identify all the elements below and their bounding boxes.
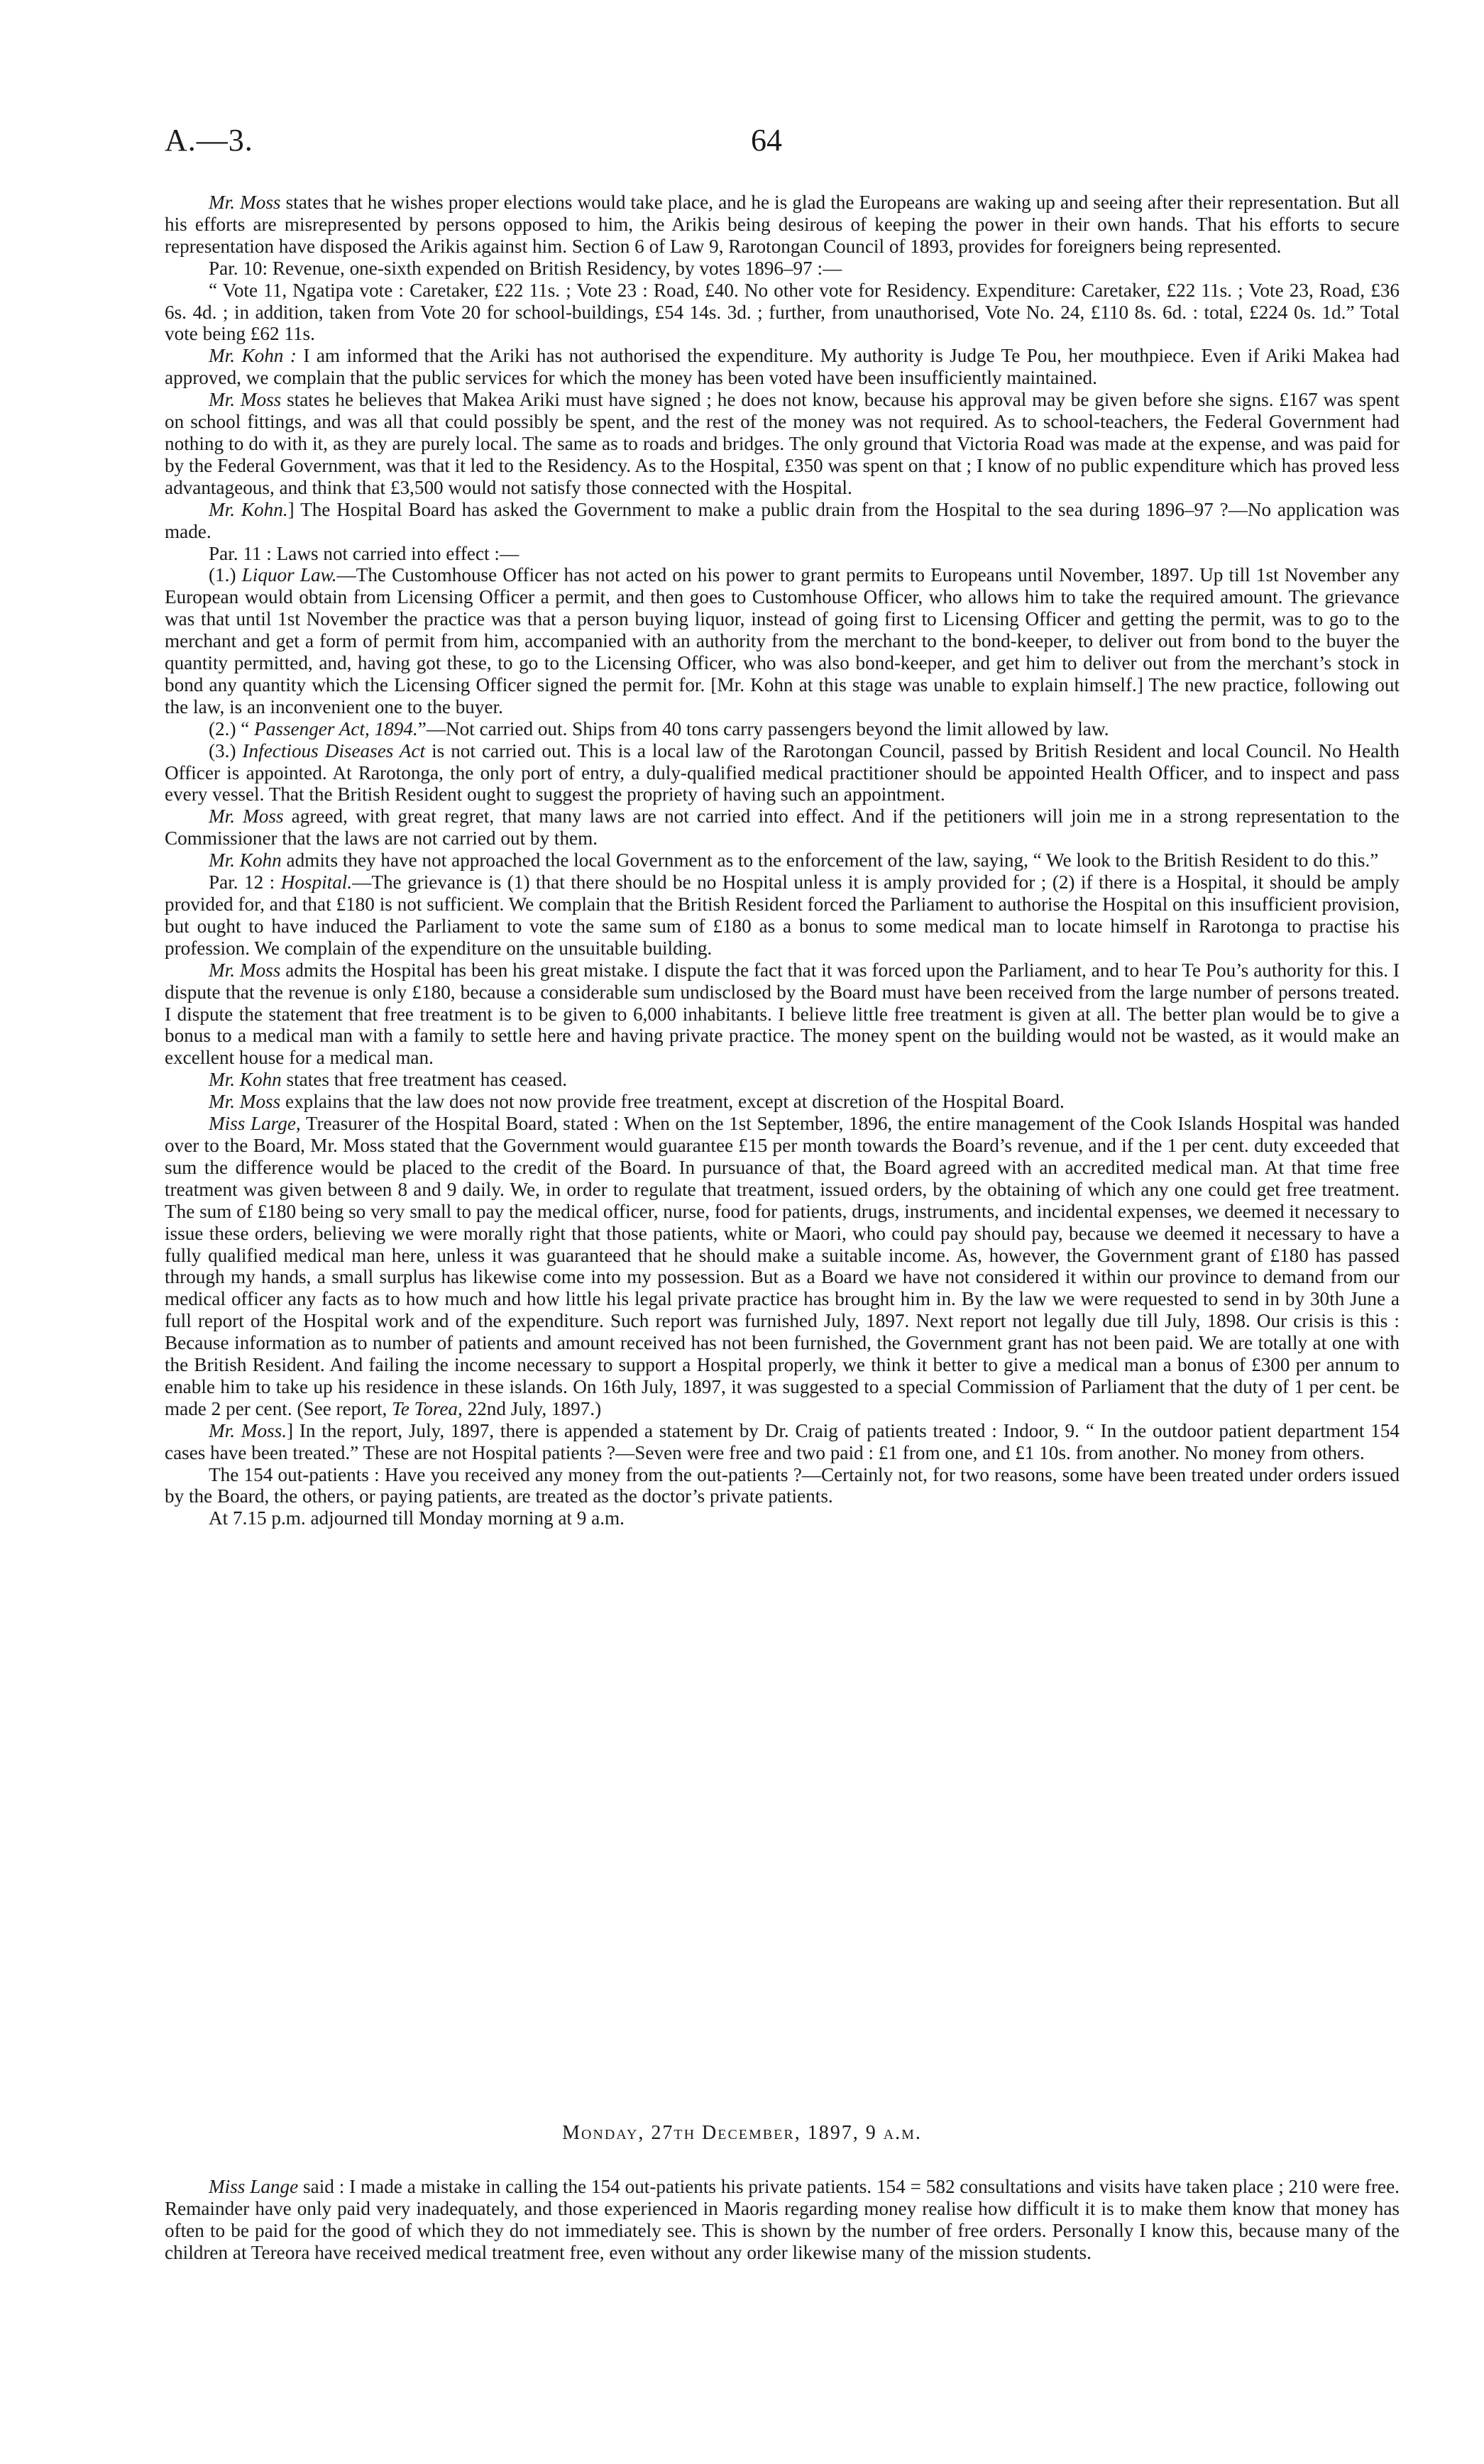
date-heading: Monday, 27th December, 1897, 9 a.m. [562, 2122, 922, 2144]
italic-run: Infectious Diseases Act [242, 739, 426, 761]
text-run: Par. 12 : [209, 871, 281, 893]
paragraph [165, 718, 1400, 740]
paragraph [165, 280, 1400, 346]
italic-run: Mr. Moss [209, 805, 284, 827]
italic-run: Mr. Moss [209, 959, 281, 981]
page-number: 64 [751, 123, 782, 158]
text-run: 22nd July, 1897.) [462, 1397, 602, 1419]
paragraph [165, 389, 1400, 499]
paragraph [165, 871, 1400, 959]
italic-run: Mr. Moss [209, 192, 281, 213]
text-run: ] In the report, July, 1897, there is appended a statement by Dr. Craig of patients treated : Indoor, 9. “ In the outdoor patient department 154 cases have been treated.” These are not Hospital patients ?—Seven were free and two paid : £1 from one, and £1 10s. from another. No money from others. [165, 1419, 1400, 1463]
paragraph [165, 543, 1400, 565]
paragraph [165, 258, 1400, 280]
text-run: said : I made a mistake in calling the 154 out-patients his private patients. 154 = 582 consultations and visits have taken place ; 210 were free. Remainder have only paid very inadequately, and those experienced in Maoris regarding money realise how difficult it is to make them know that money has often to be paid for the good of which they do not immediately see. This is shown by the number of free orders. Personally I know this, because many of the children at Tereora have received medical treatment free, even without any order likewise many of the mission students. [165, 2176, 1400, 2263]
text-run: states that he wishes proper elections would take place, and he is glad the Europeans are waking up and seeing after their representation. But all his efforts are misrepresented by persons opposed to him, the Arikis being desirous of keeping the power in their own hands. That his efforts to secure representation have disposed the Arikis against him. Section 6 of Law 9, Rarotongan Council of 1893, provides for foreigners being represented. [165, 192, 1400, 257]
paragraph [165, 2176, 1400, 2264]
body-text [165, 192, 1400, 1529]
text-run: ”—Not carried out. Ships from 40 tons carry passengers beyond the limit allowed by law. [417, 717, 1109, 739]
text-run: —The Customhouse Officer has not acted on his power to grant permits to Europeans until November, 1897. Up till 1st November any European would obtain from Licensing Officer a permit, and then goes to Customhouse Officer, who allows him to take the required amount. The grievance was that until 1st November the practice was that a person buying liquor, instead of going first to Licensing Officer and getting the permit, was to go to the merchant and get a form of permit from him, accompanied with an authority from the merchant to the bond-keeper, to deliver out from bond to the buyer the quantity permitted, and, having got these, to go to the Licensing Officer, who was also bond-keeper, and get him to deliver out from the merchant’s stock in bond any quantity which the Licensing Officer signed the permit for. [Mr. Kohn at this stage was unable to explain himself.] The new practice, following out the law, is an inconvenient one to the buyer. [165, 564, 1400, 717]
italic-run: Liquor Law. [241, 564, 337, 586]
paragraph [165, 1113, 1400, 1420]
paragraph [165, 805, 1400, 849]
text-run: explains that the law does not now provide free treatment, except at discretion of the Hospital Board. [280, 1091, 1065, 1113]
paragraph [165, 1507, 1400, 1529]
series-reference: A.—3. [165, 123, 253, 158]
paragraph [165, 1420, 1400, 1464]
paragraph [165, 1069, 1400, 1091]
text-run: Par. 11 : Laws not carried into effect :— [209, 542, 520, 564]
text-run: Par. 10: Revenue, one-sixth expended on British Residency, by votes 1896–97 :— [209, 257, 842, 279]
text-run: (2.) “ [209, 717, 255, 739]
italic-run: Mr. Kohn. [209, 498, 288, 520]
paragraph [165, 564, 1400, 717]
paragraph [165, 345, 1400, 389]
italic-run: Passenger Act, 1894. [254, 717, 418, 739]
italic-run: Te Torea, [392, 1397, 463, 1419]
italic-run: Mr. Kohn [209, 1069, 282, 1091]
paragraph [165, 1091, 1400, 1113]
italic-run: Miss Lange [209, 2176, 299, 2197]
text-run: agreed, with great regret, that many laws are not carried into effect. And if the petitioners will join me in a strong representation to the Commissioner that the laws are not carried out by them. [165, 805, 1400, 849]
text-run: states that free treatment has ceased. [281, 1069, 568, 1091]
paragraph [165, 959, 1400, 1069]
text-run: —The grievance is (1) that there should be no Hospital unless it is amply provided for ; (2) if there is a Hospital, it should be amply provided for, and that £180 is not sufficient. We complain that the British Resident forced the Parliament to authorise the Hospital on this insufficient provision, but ought to have induced the Parliament to vote the same sum of £180 as a bonus to some medical man to locate himself in Rarotonga to practise his profession. We complain of the expenditure on the unsuitable building. [165, 871, 1400, 959]
paragraph [165, 1464, 1400, 1508]
text-run: (1.) [209, 564, 242, 586]
text-run: (3.) [209, 739, 243, 761]
text-run: Treasurer of the Hospital Board, stated : When on the 1st September, 1896, the entire management of the Cook Islands Hospital was handed over to the Board, Mr. Moss stated that the Government would guarantee £15 per month towards the Board’s revenue, and if the 1 per cent. duty exceeded that sum the difference would be placed to the credit of the Board. In pursuance of that, the Board agreed with an accredited medical man. At that time free treatment was given between 8 and 9 daily. We, in order to regulate that treatment, issued orders, by the obtaining of which any one could get free treatment. The sum of £180 being so very small to pay the medical officer, nurse, food for patients, drugs, instruments, and incidental expenses, we deemed it necessary to issue these orders, believing we were morally right that those patients, white or Maori, who could pay should pay, because we deemed it necessary to have a fully qualified medical man here, unless it was guaranteed that he should make a suitable income. As, however, the Government grant of £180 has passed through my hands, a small surplus has likewise come into my possession. But as a Board we have not considered it within our province to demand from our medical officer any facts as to how much and how little his legal private practice has brought him in. By the law we were requested to send in by 30th June a full report of the Hospital work and of the expenditure. Such report was furnished July, 1897. Next report not legally due till July, 1898. Our crisis is this : Because information as to number of patients and amount received has not been furnished, the Government grant has not been paid. We are totally at one with the British Resident. And failing the income necessary to support a Hospital properly, we think it better to give a medical man a bonus of £300 per annum to enable him to take up his residence in these islands. On 16th July, 1897, it was suggested to a special Commission of Parliament that the duty of 1 per cent. be made 2 per cent. (See report, [165, 1113, 1400, 1419]
paragraph [165, 849, 1400, 871]
body-text-continued [165, 2176, 1400, 2264]
text-run: is not carried out. This is a local law of the Rarotongan Council, passed by British Resident and local Council. No Health Officer is appointed. At Rarotonga, the only port of entry, a duly-qualified medical practitioner should be appointed Health Officer, and to inspect and pass every vessel. That the British Resident ought to suggest the propriety of having such an appointment. [165, 739, 1400, 805]
italic-run: Mr. Moss [209, 1091, 281, 1113]
italic-run: Mr. Moss [209, 389, 282, 411]
text-run: states he believes that Makea Ariki must have signed ; he does not know, because his approval may be given before she signs. £167 was spent on school fittings, and was all that could possibly be spent, and the rest of the money was not required. As to school-teachers, the Federal Government had nothing to do with it, as they are purely local. The same as to roads and bridges. The only ground that Victoria Road was made at the expense, and was paid for by the Federal Government, was that it led to the Residency. As to the Hospital, £350 was spent on that ; I know of no public expenditure which has proved less advantageous, and think that £3,500 would not satisfy those connected with the Hospital. [165, 389, 1400, 498]
paragraph [165, 499, 1400, 543]
text-run: admits they have not approached the local Government as to the enforcement of the law, saying, “ We look to the British Resident to do this.” [281, 849, 1379, 871]
text-run: I am informed that the Ariki has not authorised the expenditure. My authority is Judge Te Pou, her mouthpiece. Even if Ariki Makea had approved, we complain that the public services for which the money has been voted have been insufficiently maintained. [165, 345, 1400, 389]
italic-run: Mr. Kohn : [209, 345, 297, 367]
text-run: ] The Hospital Board has asked the Government to make a public drain from the Hospital to the sea during 1896–97 ?—No application was made. [165, 498, 1400, 542]
italic-run: Mr. Moss. [209, 1419, 287, 1441]
italic-run: Miss Large, [209, 1113, 301, 1135]
text-run: admits the Hospital has been his great mistake. I dispute the fact that it was forced upon the Parliament, and to hear Te Pou’s authority for this. I dispute that the revenue is only £180, because a considerable sum undisclosed by the Board must have been received from the large number of persons treated. I dispute the statement that free treatment is to be given to 6,000 inhabitants. I believe little free treatment is given at all. The better plan would be to give a bonus to a medical man with a family to settle here and having private practice. The money spent on the building would not be wasted, as it would make an excellent house for a medical man. [165, 959, 1400, 1069]
italic-run: Hospital. [280, 871, 353, 893]
text-run: “ Vote 11, Ngatipa vote : Caretaker, £22 11s. ; Vote 23 : Road, £40. No other vote for Residency. Expenditure: Caretaker, £22 11s. ; Vote 23, Road, £36 6s. 4d. ; in addition, taken from Vote 20 for school-buildings, £54 14s. 3d. ; further, from unauthorised, Vote No. 24, £110 8s. 6d. : total, £224 0s. 1d.” Total vote being £62 11s. [165, 279, 1400, 345]
text-run: At 7.15 p.m. adjourned till Monday morning at 9 a.m. [209, 1507, 625, 1529]
paragraph [165, 192, 1400, 258]
italic-run: Mr. Kohn [209, 849, 282, 871]
text-run: The 154 out-patients : Have you received any money from the out-patients ?—Certainly not, for two reasons, some have been treated under orders issued by the Board, the others, or paying patients, are treated as the doctor’s private patients. [165, 1463, 1400, 1507]
paragraph [165, 740, 1400, 806]
